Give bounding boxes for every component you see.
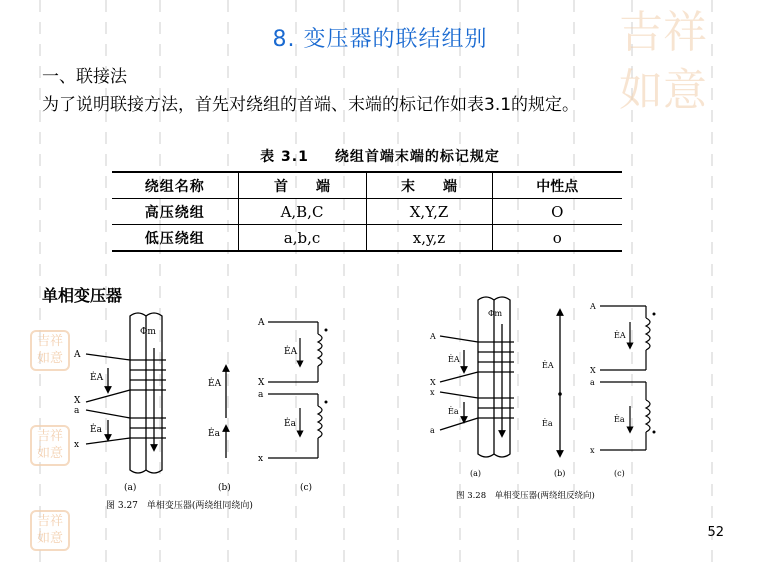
table-caption-text: 绕组首端末端的标记规定	[334, 149, 500, 165]
table-header-cell: 绕组名称	[112, 172, 238, 199]
phasor-hv-label: ĖA	[542, 361, 554, 370]
table-header-row	[112, 172, 622, 199]
circuit-diagram-c	[600, 306, 650, 450]
table-cell: a,b,c	[238, 225, 366, 252]
figure-3-27	[68, 308, 358, 518]
panel-label: (a)	[470, 469, 482, 478]
terminal-X: X	[430, 378, 436, 387]
table-row	[112, 225, 622, 252]
core-diagram-a	[86, 313, 166, 473]
table-cell: X,Y,Z	[366, 199, 492, 225]
terminal-A-c: A	[258, 318, 265, 328]
core-diagram-a	[440, 297, 514, 457]
figure-3-28	[424, 294, 674, 508]
flux-label: Φm	[488, 309, 503, 318]
phasor-lv-label: Ėa	[208, 429, 220, 439]
emf-lv-label: Ėa	[448, 407, 459, 416]
phasor-lv-label: Ėa	[542, 419, 553, 428]
table-row	[112, 199, 622, 225]
table-cell: A,B,C	[238, 199, 366, 225]
phasor-hv-label: ĖA	[208, 379, 222, 389]
panel-label: (c)	[614, 469, 625, 478]
terminal-X: X	[74, 396, 81, 406]
table-header-cell: 末 端	[366, 172, 492, 199]
panel-label: (b)	[554, 469, 566, 478]
terminal-X-c: X	[258, 378, 265, 388]
table-cell: O	[492, 199, 622, 225]
table-header-cell: 中性点	[492, 172, 622, 199]
circuit-diagram-c	[268, 322, 322, 458]
emf-lv-label: Ėa	[90, 425, 102, 435]
table-header-cell: 首 端	[238, 172, 366, 199]
terminal-x: x	[74, 440, 80, 450]
watermark-seal-large: 吉祥 如意	[619, 7, 707, 116]
terminal-A: A	[430, 332, 436, 341]
intro-text: 为了说明联接方法，首先对绕组的首端、末端的标记作如表3.1的规定。	[42, 95, 580, 115]
section-heading: 一、联接法	[42, 67, 127, 87]
table-cell: x,y,z	[366, 225, 492, 252]
page-number: 52	[707, 525, 724, 540]
watermark-seal-small-3: 吉祥 如意	[30, 510, 70, 551]
slide-title: 8. 变压器的联结组别	[272, 27, 488, 52]
flux-label: Φm	[140, 327, 156, 337]
watermark-seal-small-2: 吉祥 如意	[30, 425, 70, 466]
terminal-marking-table	[112, 171, 622, 252]
terminal-X-c: X	[590, 366, 596, 375]
panel-label: (b)	[218, 483, 231, 493]
terminal-x: x	[430, 388, 435, 397]
table-cell: o	[492, 225, 622, 252]
panel-label: (c)	[300, 483, 313, 493]
figure-caption: 图 3.27 单相变压器(两绕组同绕向)	[106, 501, 253, 511]
panel-label: (a)	[124, 483, 137, 493]
terminal-a-c: a	[590, 378, 595, 387]
subheading: 单相变压器	[42, 286, 123, 305]
terminal-a: a	[430, 426, 435, 435]
terminal-x-c: x	[590, 446, 595, 455]
table-caption	[0, 146, 760, 166]
terminal-A-c: A	[590, 302, 596, 311]
figure-caption: 图 3.28 单相变压器(两绕组反绕向)	[456, 491, 595, 501]
emf-lv-c: Ėa	[284, 419, 296, 429]
emf-hv-c: ĖA	[614, 331, 626, 340]
terminal-x-c: x	[258, 454, 264, 464]
watermark-seal-small-1: 吉祥 如意	[30, 330, 70, 371]
emf-hv-c: ĖA	[284, 347, 298, 357]
table-cell: 低压绕组	[144, 230, 205, 247]
emf-hv-label: ĖA	[448, 355, 460, 364]
table-cell: 高压绕组	[112, 199, 238, 225]
terminal-a: a	[74, 406, 80, 416]
emf-hv-label: ĖA	[90, 373, 104, 383]
terminal-A: A	[74, 350, 81, 360]
table-caption-number: 表 3.1	[260, 149, 309, 165]
terminal-a-c: a	[258, 390, 264, 400]
emf-lv-c: Ėa	[614, 415, 625, 424]
